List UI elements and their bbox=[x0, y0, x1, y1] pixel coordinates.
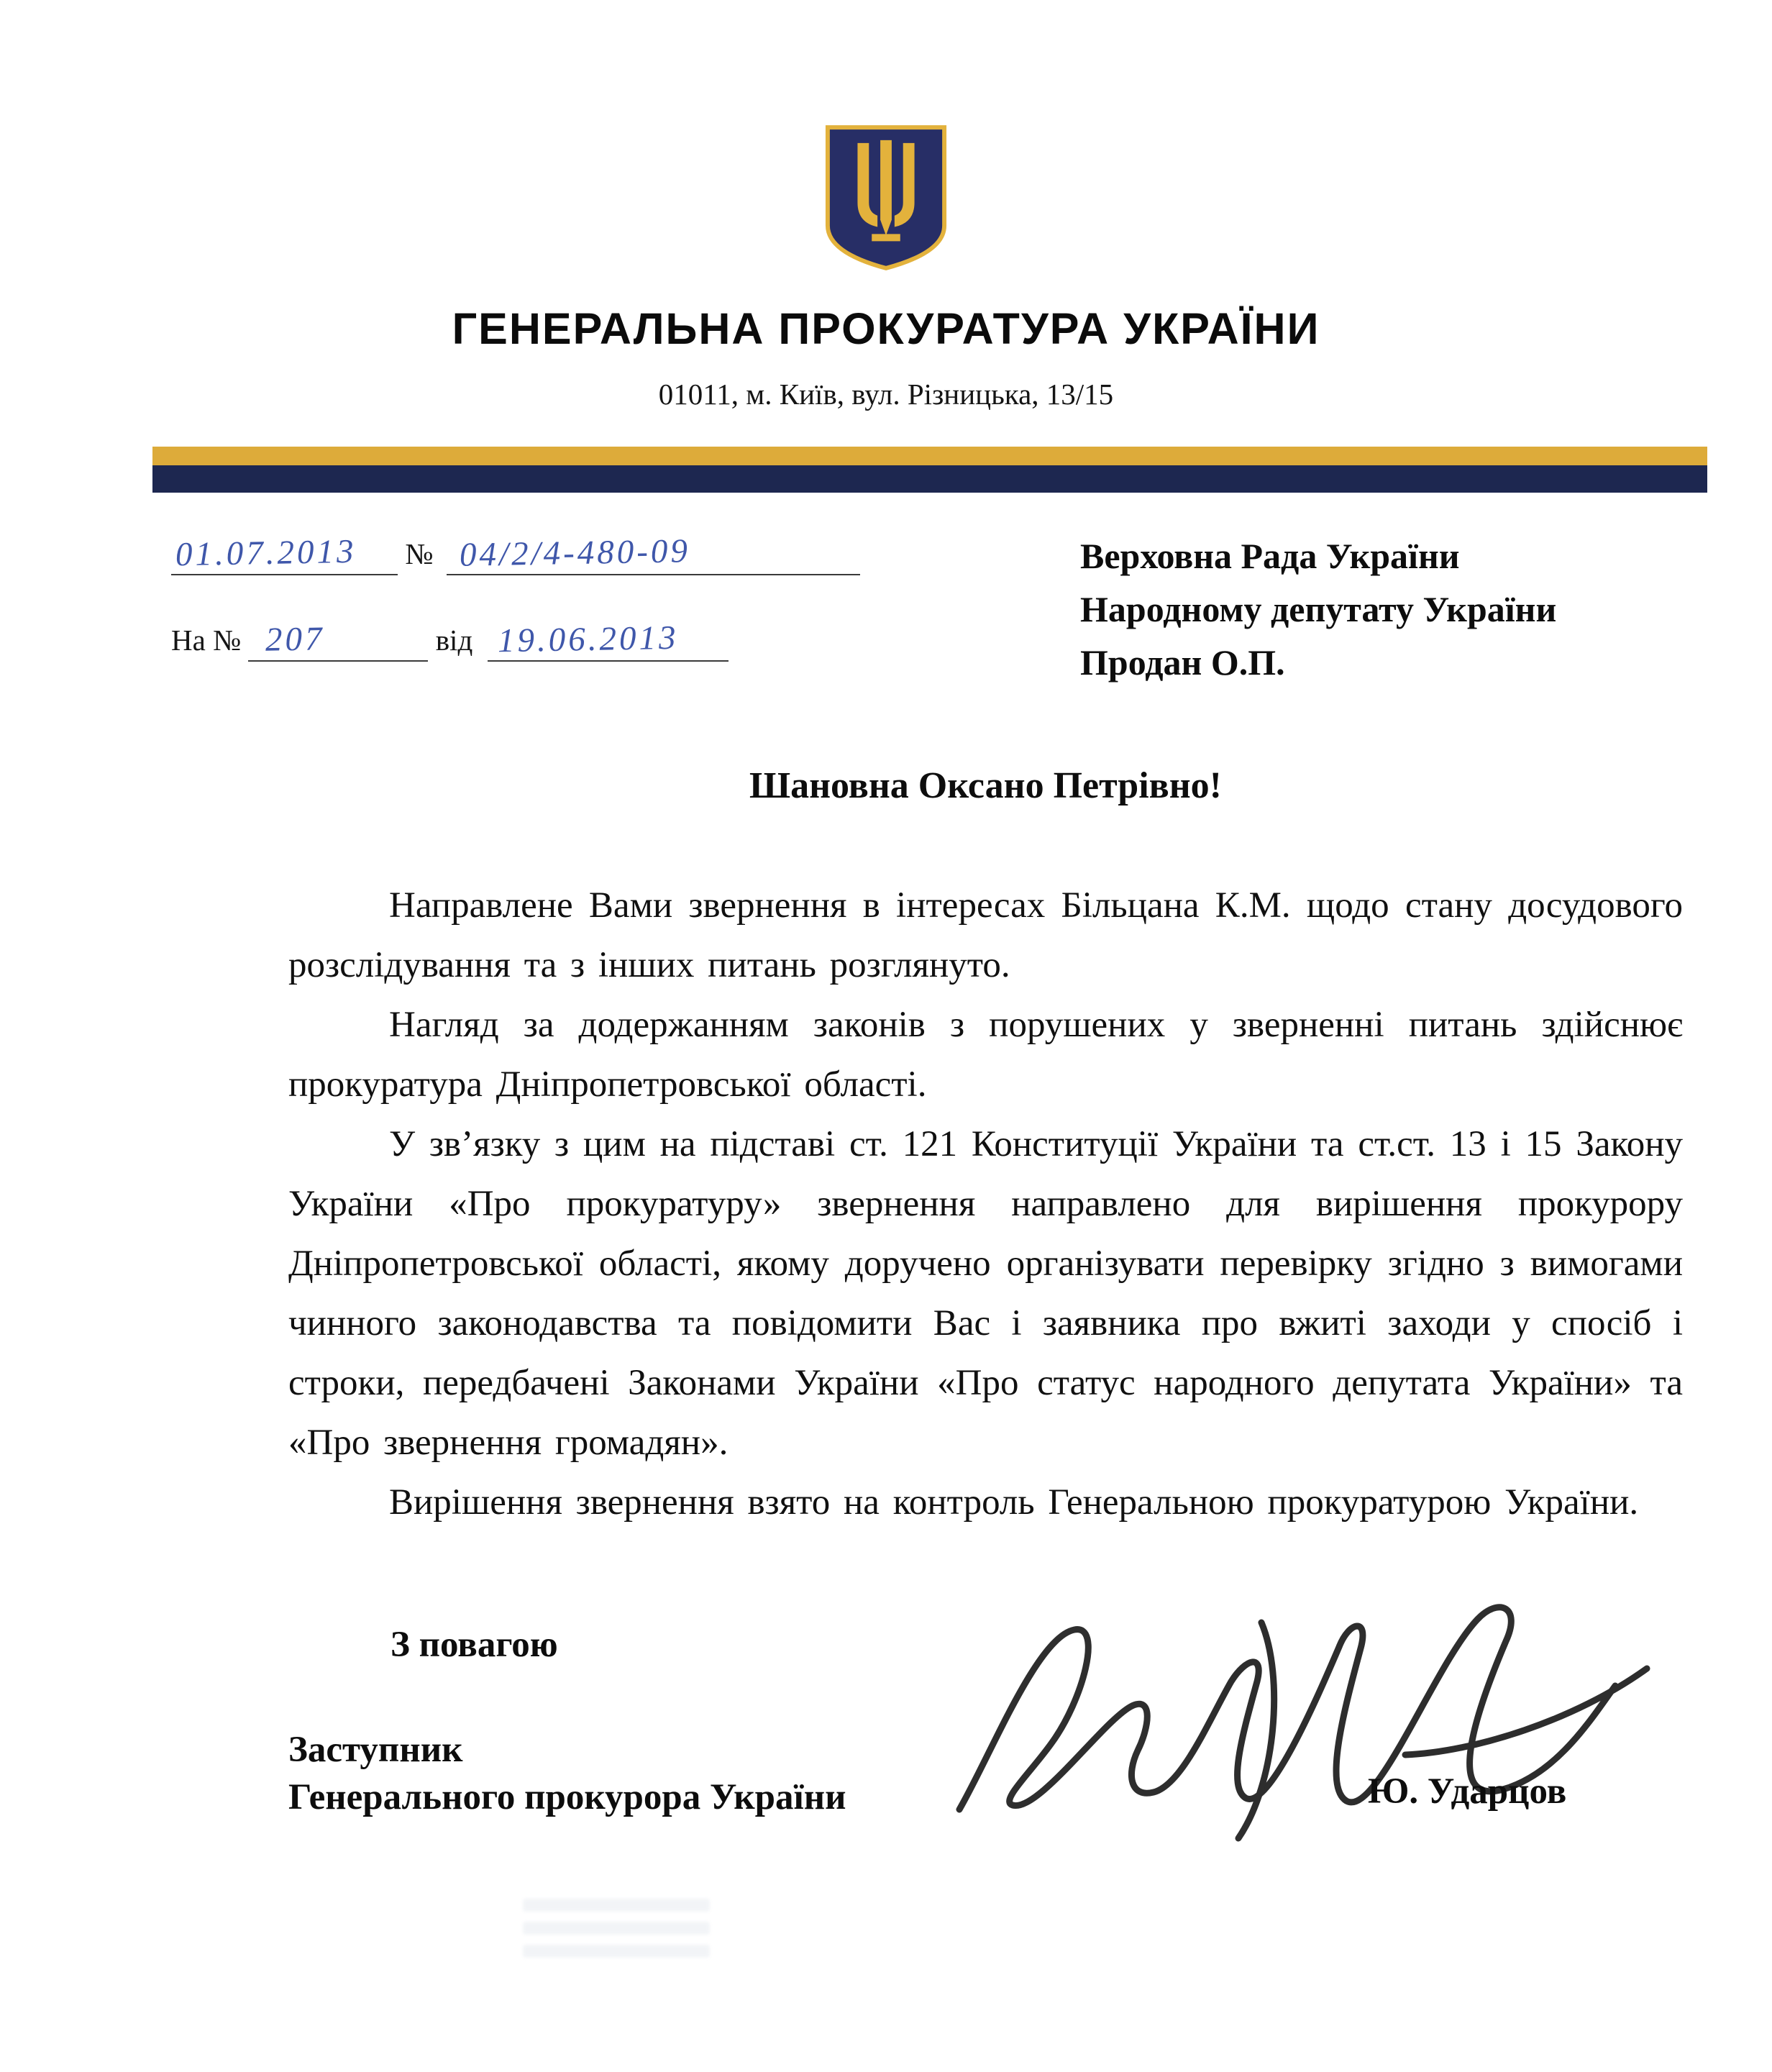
recipient-line: Верховна Рада України bbox=[1080, 536, 1460, 576]
incoming-number-handwritten: 207 bbox=[265, 620, 326, 659]
faint-stamp-line bbox=[523, 1899, 710, 1912]
letter-body-block bbox=[288, 765, 1683, 1533]
paragraph: Направлене Вами звернення в інтересах Більцана К.М. щодо стану досудового розслідування та з інших питань розглянуто. bbox=[288, 885, 1683, 985]
paragraph: Нагляд за додержанням законів з порушених у зверненні питань здійснює прокуратура Дніпропетровської області. bbox=[288, 1005, 1683, 1105]
faint-stamp-line bbox=[523, 1922, 710, 1935]
signer-title-line: Генерального прокурора України bbox=[288, 1777, 846, 1817]
flag-bar bbox=[152, 447, 1707, 493]
paragraph: Вирішення звернення взято на контроль Генеральною прокуратурою України. bbox=[389, 1482, 1639, 1523]
org-address: 01011, м. Київ, вул. Різницька, 13/15 bbox=[658, 378, 1114, 411]
incoming-label: На № bbox=[171, 624, 242, 657]
incoming-date-handwritten: 19.06.2013 bbox=[497, 619, 679, 660]
incoming-ref-line bbox=[171, 620, 998, 662]
signer-name: Ю. Ударцов bbox=[1368, 1771, 1567, 1812]
body-text bbox=[288, 876, 1683, 1533]
outgoing-number-handwritten: 04/2/4-480-09 bbox=[459, 532, 690, 574]
closing-regards: З повагою bbox=[391, 1625, 558, 1665]
org-name: ГЕНЕРАЛЬНА ПРОКУРАТУРА УКРАЇНИ bbox=[452, 304, 1320, 353]
recipient-line: Народному депутату України bbox=[1080, 589, 1557, 629]
recipient-block bbox=[1080, 529, 1727, 689]
recipient-line: Продан О.П. bbox=[1080, 642, 1285, 683]
paragraph: У зв’язку з цим на підставі ст. 121 Конституції України та ст.ст. 13 і 15 Закону України «Про прокуратуру» звернення направлено для вирішення прокурору Дніпропетровської області, якому доручено організувати перевірку згідно з вимогами чинного законодавства та повідомити Вас і заявника про вжиті заходи у спосіб і строки, передбачені Законами України «Про статус народного депутата України» та «Про звернення громадян». bbox=[288, 1124, 1683, 1463]
signer-title bbox=[288, 1726, 846, 1821]
salutation: Шановна Оксано Петрівно! bbox=[749, 765, 1223, 806]
faint-stamp-line bbox=[523, 1945, 710, 1958]
signature bbox=[899, 1582, 1668, 1870]
outgoing-ref-line bbox=[171, 534, 998, 575]
from-label: від bbox=[435, 624, 473, 657]
trident-emblem bbox=[822, 122, 950, 273]
reference-block bbox=[171, 534, 998, 662]
outgoing-date-handwritten: 01.07.2013 bbox=[175, 532, 357, 574]
letterhead bbox=[0, 122, 1772, 411]
flag-navy-stripe bbox=[152, 465, 1707, 493]
flag-gold-stripe bbox=[152, 447, 1707, 465]
signer-title-line: Заступник bbox=[288, 1730, 463, 1770]
faint-stamp bbox=[523, 1899, 710, 1992]
number-label: № bbox=[405, 537, 434, 570]
